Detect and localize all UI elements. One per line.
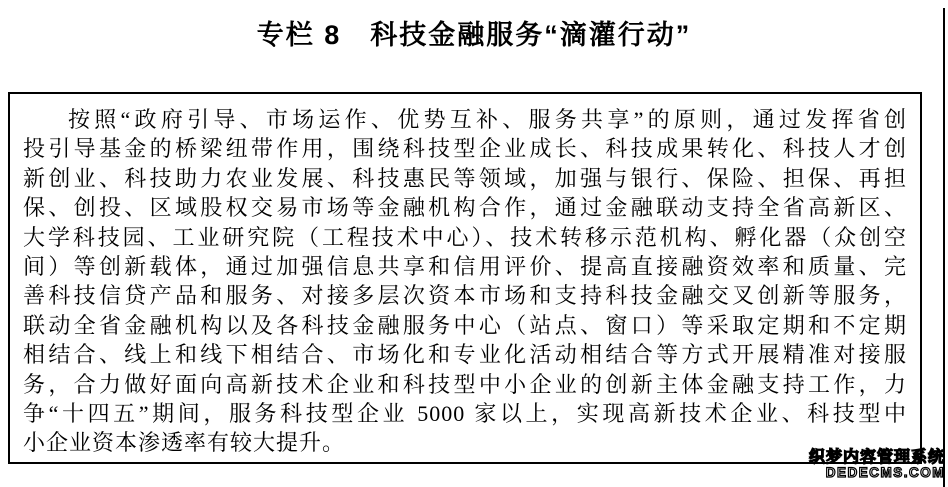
body-text-line: 新创业、科技助力农业发展、科技惠民等领域，加强与银行、保险、担保、再担 bbox=[23, 165, 907, 191]
body-text-line: 投引导基金的桥梁纽带作用，围绕科技型企业成长、科技成果转化、科技人才创 bbox=[23, 136, 907, 162]
body-text-line: 联动全省金融机构以及各科技金融服务中心（站点、窗口）等采取定期和不定期 bbox=[23, 312, 907, 338]
page-border-rule bbox=[943, 8, 945, 487]
column-title: 专栏 8 科技金融服务“滴灌行动” bbox=[256, 20, 692, 50]
body-text-line: 争“十四五”期间，服务科技型企业 5000 家以上，实现高新技术企业、科技型中 bbox=[23, 400, 907, 426]
dedecms-watermark bbox=[809, 450, 945, 480]
body-text-line: 保、创投、区域股权交易市场等金融机构合作，通过金融联动支持全省高新区、 bbox=[23, 195, 907, 221]
body-text-line: 相结合、线上和线下相结合、市场化和专业化活动相结合等方式开展精准对接服 bbox=[23, 342, 907, 368]
body-text-line: 善科技信贷产品和服务、对接多层次资本市场和支持科技金融交叉创新等服务， bbox=[23, 283, 907, 309]
body-text-line: 小企业资本渗透率有较大提升。 bbox=[23, 430, 346, 456]
watermark-domain-text: DEDECMS.COM bbox=[825, 465, 945, 481]
watermark-chinese-text: 织梦内容管理系统 bbox=[808, 448, 945, 466]
body-text-line: 大学科技园、工业研究院（工程技术中心）、技术转移示范机构、孵化器（众创空 bbox=[23, 224, 907, 250]
content-box bbox=[8, 92, 922, 464]
body-text-line: 间）等创新载体，通过加强信息共享和信用评价、提高直接融资效率和质量、完 bbox=[23, 253, 907, 279]
body-text-line: 务，合力做好面向高新技术企业和科技型中小企业的创新主体金融支持工作，力 bbox=[23, 371, 907, 397]
body-text-line: 按照“政府引导、市场运作、优势互补、服务共享”的原则，通过发挥省创 bbox=[68, 107, 907, 132]
